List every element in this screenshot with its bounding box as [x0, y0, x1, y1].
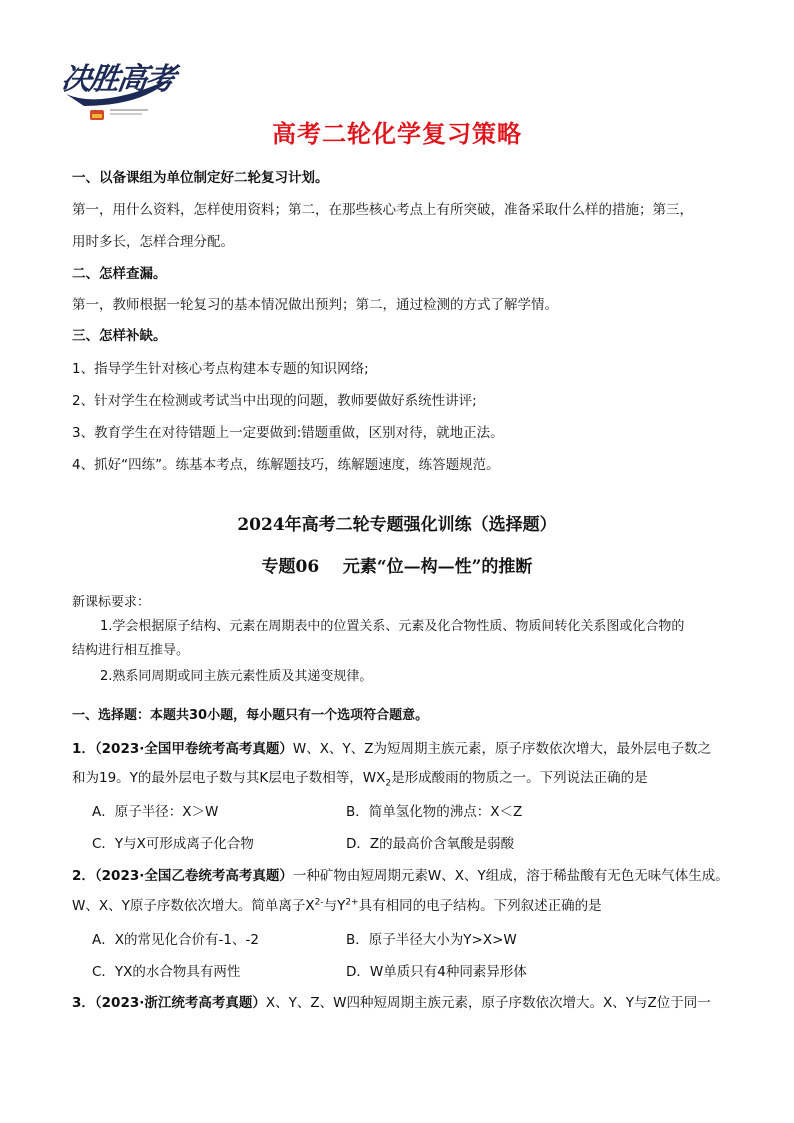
- q1-option-c: C．Y与X可形成离子化合物: [92, 836, 254, 852]
- question-stem: 具有相同的电子结构。下列叙述正确的是: [358, 898, 602, 914]
- strategy-heading-1: 一、以备课组为单位制定好二轮复习计划。: [72, 170, 329, 186]
- strategy-item: 2、针对学生在检测或考试当中出现的问题，教师要做好系统性讲评;: [72, 393, 477, 409]
- strategy-heading-3: 三、怎样补缺。: [72, 328, 167, 344]
- q2-option-a: A．X的常见化合价有-1、-2: [92, 932, 259, 948]
- question-stem: W、X、Y、Z为短周期主族元素，原子序数依次增大，最外层电子数之: [292, 741, 711, 757]
- question-source: （2023·全国甲卷统考高考真题）: [94, 741, 293, 757]
- question-number: 1．: [72, 741, 95, 757]
- question-number: 3．: [72, 995, 95, 1011]
- q1-option-a: A．原子半径：X＞W: [92, 804, 219, 820]
- question-stem: X、Y、Z、W四种短周期主族元素，原子序数依次增大。X、Y与Z位于同一: [265, 995, 711, 1011]
- question-3-line-1: [72, 991, 711, 1011]
- question-stem: W、X、Y原子序数依次增大。简单离子X: [72, 898, 315, 914]
- strategy-paragraph-1a: 第一，用什么资料，怎样使用资料；第二，在那些核心考点上有所突破，准备采取什么样的措施；第三，: [72, 202, 693, 218]
- strategy-paragraph-2: 第一，教师根据一轮复习的基本情况做出预判；第二，通过检测的方式了解学情。: [72, 297, 558, 313]
- requirement-2: 2.熟系同周期或同主族元素性质及其递变规律。: [100, 669, 373, 684]
- requirement-1b: 结构进行相互推导。: [72, 643, 190, 658]
- requirement-1a: 1.学会根据原子结构、元素在周期表中的位置关系、元素及化合物性质、物质间转化关系图或化合物的: [100, 619, 685, 634]
- question-1-line-1: [72, 737, 711, 757]
- question-source: （2023·浙江统考高考真题）: [94, 995, 266, 1011]
- requirements-label: 新课标要求：: [72, 595, 151, 610]
- superscript: 2-: [314, 897, 324, 908]
- question-stem: 是形成酸雨的物质之一。下列说法正确的是: [391, 770, 648, 786]
- q2-option-c: C．YX的水合物具有两性: [92, 964, 241, 980]
- q2-option-d: D．W单质只有4种同素异形体: [346, 964, 527, 980]
- question-2-line-1: [72, 864, 729, 884]
- section-subtitle: 专题06 元素“位—构—性”的推断: [261, 557, 533, 577]
- question-stem: 与Y: [323, 898, 346, 914]
- question-source: （2023·全国乙卷统考高考真题）: [94, 868, 293, 884]
- q1-option-d: D．Z的最高价含氧酸是弱酸: [346, 836, 515, 852]
- question-2-line-2: [72, 894, 602, 914]
- q1-option-b: B．简单氢化物的沸点：X＜Z: [346, 804, 523, 820]
- page-title: 高考二轮化学复习策略: [272, 120, 522, 148]
- logo-text: 决胜高考: [59, 62, 176, 97]
- question-stem: 一种矿物由短周期元素W、X、Y组成，溶于稀盐酸有无色无味气体生成。: [292, 868, 729, 884]
- superscript: 2+: [345, 897, 359, 908]
- question-stem: 和为19。Y的最外层电子数与其K层电子数相等，WX: [72, 770, 386, 786]
- question-number: 2．: [72, 868, 95, 884]
- q2-option-b: B．原子半径大小为Y>X>W: [346, 932, 517, 948]
- strategy-item: 4、抓好“四练”。练基本考点，练解题技巧，练解题速度，练答题规范。: [72, 457, 500, 473]
- strategy-heading-2: 二、怎样查漏。: [72, 266, 167, 282]
- question-1-line-2: [72, 766, 648, 789]
- strategy-paragraph-1b: 用时多长，怎样合理分配。: [72, 234, 234, 250]
- part-heading: 一、选择题：本题共30小题，每小题只有一个选项符合题意。: [72, 708, 429, 723]
- subscript: 2: [385, 778, 392, 789]
- section-title: 2024年高考二轮专题强化训练（选择题）: [237, 515, 557, 535]
- strategy-item: 3、教育学生在对待错题上一定要做到:错题重做，区别对待，就地正法。: [72, 425, 504, 441]
- strategy-item: 1、指导学生针对核心考点构建本专题的知识网络;: [72, 361, 369, 377]
